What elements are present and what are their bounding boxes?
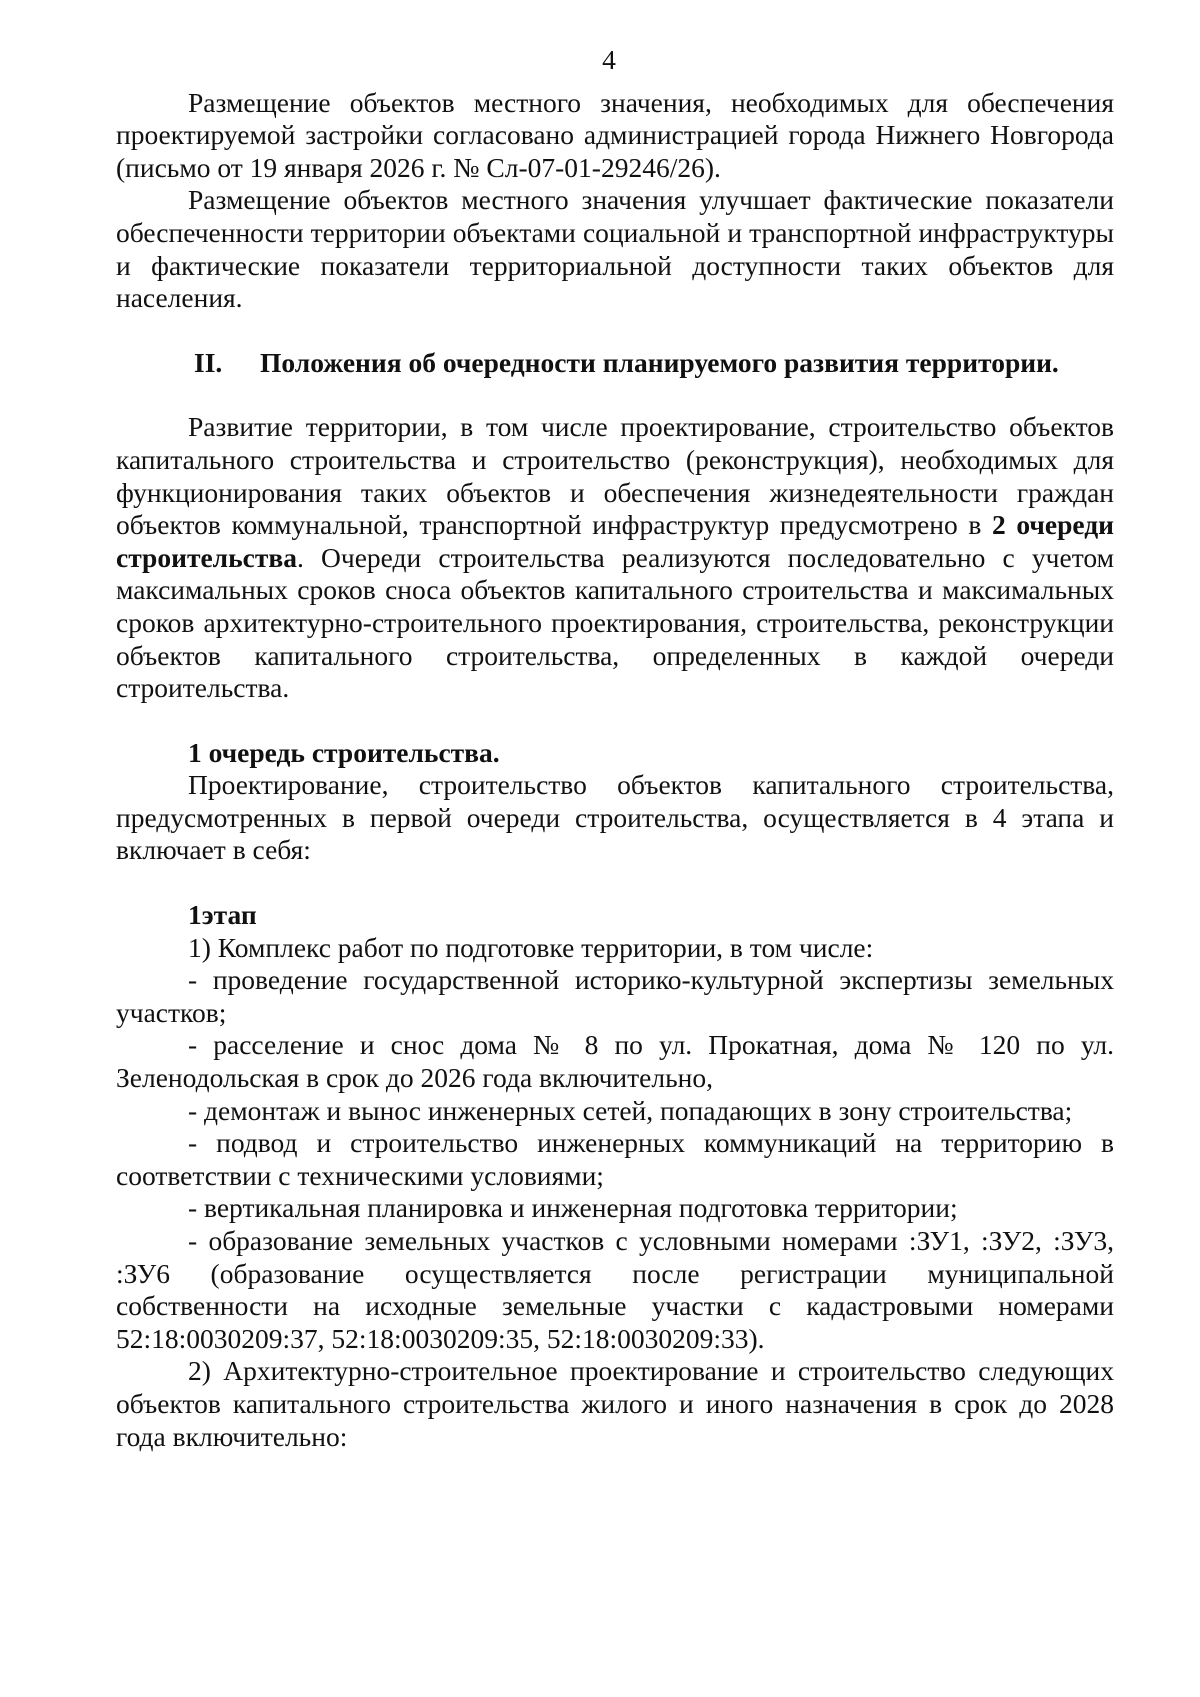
page-number: 4 — [602, 44, 616, 75]
paragraph-development-bold: 2 очереди строительства — [116, 509, 1114, 573]
paragraph-approval: Размещение объектов местного значения, необходимых для обеспечения проектируемой застройки согласовано администрацией города Нижнего Новгорода (письмо от 19 января 2026 г. № Сл-07-01-29246/26). — [116, 86, 1114, 183]
list-item: 1) Комплекс работ по подготовке территории, в том числе: — [188, 931, 874, 963]
section-heading — [116, 347, 1114, 380]
section-title: Положения об очередности планируемого развития территории. — [260, 346, 1059, 378]
phase-heading: 1этап — [188, 899, 257, 931]
list-item: 2) Архитектурно-строительное проектирование и строительство следующих объектов капитального строительства жилого и иного назначения в срок до 2028 года включительно: — [116, 1355, 1114, 1452]
paragraph-development-start: Развитие территории, в том числе проектирование, строительство объектов капитального строительства и строительство (реконструкция), необходимых для функционирования таких объектов и обеспечения жизнедеятельности граждан объектов коммунальной, транспортной инфраструктур предусмотрено в — [116, 411, 1114, 541]
paragraph-development-end: . Очереди строительства реализуются последовательно с учетом максимальных сроков сноса объектов капитального строительства и максимальных сроков архитектурно-строительного проектирования, строительства, реконструкции объектов капитального строительства, определенных в каждой очереди строительства. — [116, 541, 1114, 704]
list-item: - демонтаж и вынос инженерных сетей, попадающих в зону строительства; — [188, 1094, 1073, 1126]
list-item: - проведение государственной историко-культурной экспертизы земельных участков; — [116, 964, 1114, 1028]
list-item: - подвод и строительство инженерных коммуникаций на территорию в соответствии с техническими условиями; — [116, 1127, 1114, 1191]
paragraph-development — [116, 411, 1114, 704]
list-item: - образование земельных участков с условными номерами :ЗУ1, :ЗУ2, :ЗУ3, :ЗУ6 (образование осуществляется после регистрации муниципальной собственности на исходные земельные участки с кадастровыми номерами 52:18:0030209:37, 52:18:0030209:35, 52:18:0030209:33). — [116, 1225, 1114, 1354]
stage-intro: Проектирование, строительство объектов капитального строительства, предусмотренных в первой очереди строительства, осуществляется в 4 этапа и включает в себя: — [116, 769, 1114, 866]
list-item: - расселение и снос дома № 8 по ул. Прокатная, дома № 120 по ул. Зеленодольская в срок до 2026 года включительно, — [116, 1029, 1114, 1094]
list-item: - вертикальная планировка и инженерная подготовка территории; — [188, 1192, 958, 1224]
section-number: II. — [194, 346, 223, 378]
paragraph-improvement: Размещение объектов местного значения улучшает фактические показатели обеспеченности территории объектами социальной и транспортной инфраструктуры и фактические показатели территориальной доступности таких объектов для населения. — [116, 184, 1114, 314]
stage-heading: 1 очередь строительства. — [188, 736, 500, 768]
document-page — [116, 44, 1114, 1453]
